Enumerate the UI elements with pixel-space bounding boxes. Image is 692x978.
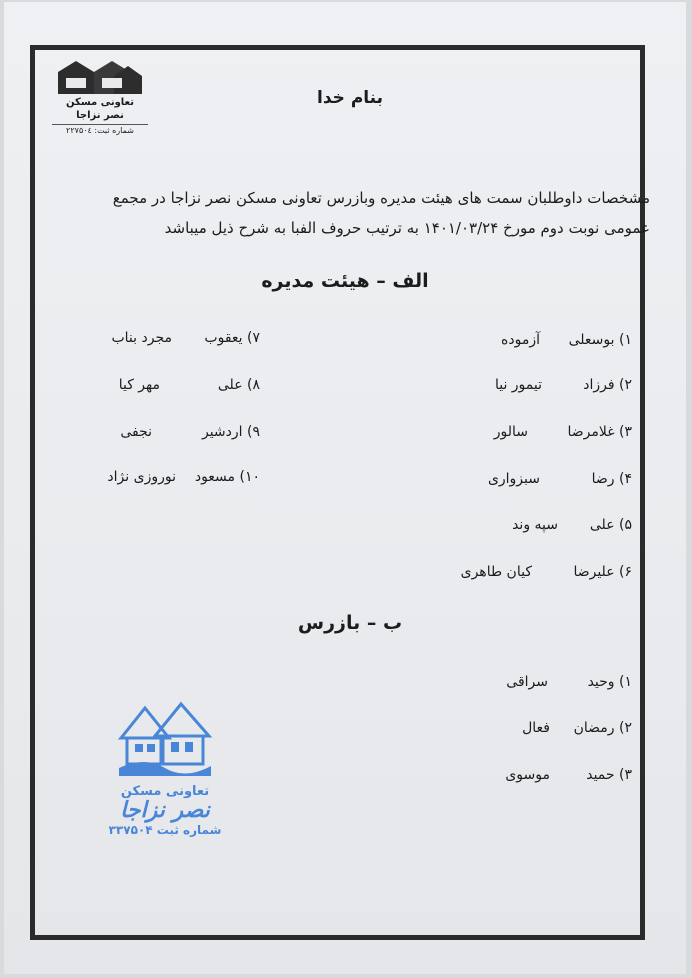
candidate-first-name: ۳) حمید [586,767,632,783]
logo-line-2: نصر نزاجا [76,110,124,121]
candidate-first-name: ۶) علیرضا [573,564,632,580]
candidate-first-name: ۱) بوسعلی [568,332,632,348]
candidate-first-name: ۸) علی [217,377,260,393]
list-item [440,375,632,395]
header-logo [52,58,148,150]
list-item [480,672,632,692]
list-item [480,718,632,738]
list-item [440,515,632,535]
candidate-first-name: ۹) اردشیر [201,424,260,440]
candidate-last-name: نجفی [120,424,152,440]
intro-line-2: عمومی نوبت دوم مورخ ۱۴۰۱/۰۳/۲۴ به ترتیب حروف الفبا به شرح ذیل میباشد [164,219,650,237]
candidate-last-name: سپه وند [512,517,558,533]
stamp-registration: شماره ثبت ۳۳۷۵۰۴ [108,823,222,837]
intro-paragraph [60,183,650,243]
candidate-last-name: مهر کیا [118,377,160,393]
section-board-heading: الف – هیئت مدیره [261,270,429,292]
list-item [72,375,260,395]
section-inspector-heading: ب – بازرس [297,612,403,634]
cooperative-stamp [100,698,230,848]
candidate-last-name: نوروزی نژاد [107,469,176,485]
candidate-last-name: کیان طاهری [460,564,532,580]
candidate-last-name: سبزواری [487,471,540,487]
candidate-first-name: ۳) غلامرضا [567,424,632,440]
candidate-last-name: فعال [522,720,550,736]
list-item [440,422,632,442]
candidate-last-name: موسوی [505,767,550,783]
list-item [72,422,260,442]
list-item [72,467,260,487]
stamp-line-1: تعاونی مسکن [120,784,210,799]
list-item [440,469,632,489]
candidate-last-name: سالور [493,424,528,440]
page-title: بنام خدا [317,88,383,108]
candidate-last-name: سراقی [506,674,548,690]
logo-line-1: تعاونی مسکن [66,97,134,108]
logo-registration: شماره ثبت: ۲۲۷۵۰٤ [52,124,148,135]
candidate-first-name: ۵) علی [589,517,632,533]
list-item [440,562,632,582]
candidate-first-name: ۲) رمضان [573,720,632,736]
houses-stamp-icon [115,698,215,778]
candidate-first-name: ۴) رضا [591,471,632,487]
candidate-last-name: آزموده [501,332,540,348]
candidate-first-name: ۱) وحید [587,674,632,690]
candidate-last-name: تیمور نیا [494,377,542,393]
candidate-first-name: ۲) فرزاد [583,377,632,393]
intro-line-1: مشخصات داوطلبان سمت های هیئت مدیره وبازرس تعاونی مسکن نصر نزاجا در مجمع [112,189,650,207]
list-item [72,328,260,348]
list-item [480,765,632,785]
candidate-last-name: مجرد بناب [111,330,172,346]
candidate-first-name: ۷) یعقوب [204,330,260,346]
candidate-first-name: ۱۰) مسعود [194,469,260,485]
house-icon [54,58,146,96]
stamp-line-2: نصر نزاجا [120,798,210,823]
list-item [440,330,632,350]
